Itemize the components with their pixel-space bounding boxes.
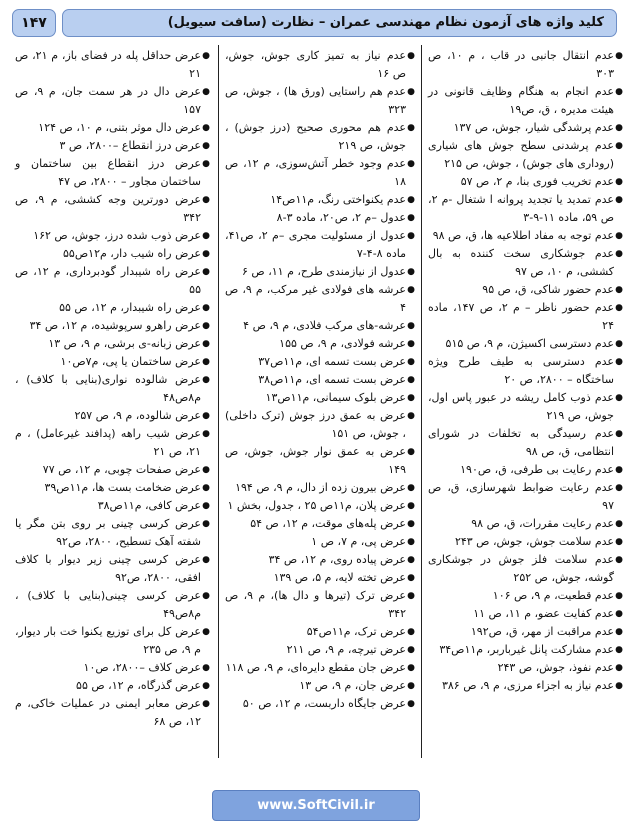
glossary-entry — [428, 533, 623, 551]
entry-text: عرض جان مقطع دایره‌ای، م ۹، ص ۱۱۸ — [225, 661, 406, 674]
bullet-icon: ● — [615, 645, 623, 655]
bullet-icon: ● — [407, 231, 415, 241]
bullet-icon: ● — [407, 267, 415, 277]
glossary-entry — [15, 353, 210, 371]
entry-text: عرض راهرو سرپوشیده، م ۱۲، ص ۳۴ — [29, 319, 201, 332]
bullet-icon: ● — [202, 87, 210, 97]
entry-text: عرض کرسی چینی زیر دیوار با کلاف افقی، ۲۸۰۰، ص۹۲ — [15, 553, 201, 584]
entry-text: عدول از مسئولیت مجری –م ۲، ص۴۱، ماده ۸-۴-۷ — [225, 229, 406, 260]
glossary-entry — [428, 551, 623, 587]
entry-text: عدم پرشدگی شیار، جوش، ص ۱۳۷ — [453, 121, 614, 134]
bullet-icon: ● — [615, 393, 623, 403]
bullet-icon: ● — [615, 555, 623, 565]
entry-text: عدول از نیازمندی طرح، م ۱۱، ص ۶ — [241, 265, 406, 278]
website-footer[interactable]: www.SoftCivil.ir — [212, 790, 420, 821]
entry-text: عدم حضور ناظر – م ۲، ص ۱۴۷، ماده ۲۴ — [428, 301, 615, 332]
glossary-entry — [428, 83, 623, 119]
glossary-entry — [225, 263, 415, 281]
glossary-entry — [225, 641, 415, 659]
glossary-entry — [428, 281, 623, 299]
glossary-entry — [225, 407, 415, 443]
bullet-icon: ● — [407, 123, 415, 133]
bullet-icon: ● — [202, 339, 210, 349]
glossary-entry — [225, 551, 415, 569]
bullet-icon: ● — [615, 627, 623, 637]
bullet-icon: ● — [407, 519, 415, 529]
bullet-icon: ● — [407, 555, 415, 565]
glossary-entry — [225, 83, 415, 119]
bullet-icon: ● — [615, 285, 623, 295]
entry-text: عدم کفایت عضو، م ۱۱، ص ۱۱ — [473, 607, 614, 620]
entry-text: عرض راه شیبدار، م ۱۲، ص ۵۵ — [59, 301, 201, 314]
entry-text: عرض ترک، م۱۱ص۵۴ — [306, 625, 406, 638]
glossary-entry — [15, 317, 210, 335]
bullet-icon: ● — [407, 663, 415, 673]
entry-text: عرض بست تسمه ای، م۱۱ص۳۸ — [258, 373, 406, 386]
entry-text: عدم تمدید یا تجدید پروانه ا شتغال -م ۲، ص ۵۹، ماده ۱۱-۹-۳ — [428, 193, 614, 224]
glossary-entry — [15, 245, 210, 263]
bullet-icon: ● — [615, 429, 623, 439]
entry-text: عرض دال موثر بتنی، م ۱۰، ص ۱۲۴ — [38, 121, 201, 134]
glossary-entry — [15, 227, 210, 245]
glossary-entry — [225, 497, 415, 515]
entry-text: عرض معابر ایمنی در عملیات خاکی، م ۱۲، ص ۶۸ — [15, 697, 201, 728]
entry-text: عرض به عمق نوار جوش، جوش، ص ۱۴۹ — [225, 445, 406, 476]
glossary-entry — [15, 695, 210, 731]
bullet-icon: ● — [202, 375, 210, 385]
glossary-entry — [225, 209, 415, 227]
bullet-icon: ● — [615, 609, 623, 619]
entry-text: عرض راه شیب دار، م۱۲ص۵۵ — [63, 247, 201, 260]
bullet-icon: ● — [615, 231, 623, 241]
glossary-entry — [428, 389, 623, 425]
entry-text: عدم مراقبت از مهر، ق، ص۱۹۲ — [470, 625, 614, 638]
entry-text: عرض پی، م ۷، ص ۱ — [311, 535, 406, 548]
entry-text: عدم انتقال جانبی در قاب ، م ۱۰، ص ۳۰۳ — [428, 49, 614, 80]
entry-text: عرض درز انقطاع –۲۸۰۰، ص ۳ — [59, 139, 201, 152]
bullet-icon: ● — [615, 663, 623, 673]
glossary-entry — [15, 83, 210, 119]
bullet-icon: ● — [615, 591, 623, 601]
entry-text: عدم انجام به هنگام وظایف قانونی در هیئت مدیره ، ق، ص۱۹ — [428, 85, 614, 116]
entry-text: عرشه های فولادی غیر مرکب، م ۹، ص ۴ — [225, 283, 406, 314]
entry-text: عدم یکنواختی رنگ، م۱۱ص۱۴ — [270, 193, 406, 206]
bullet-icon: ● — [202, 195, 210, 205]
bullet-icon: ● — [407, 357, 415, 367]
entry-text: عدم مشارکت پانل غیرباربر، م۱۱ص۳۴ — [439, 643, 614, 656]
bullet-icon: ● — [615, 87, 623, 97]
entry-text: عرض شالوده، م ۹، ص ۲۵۷ — [74, 409, 201, 422]
glossary-entry — [225, 353, 415, 371]
bullet-icon: ● — [615, 51, 623, 61]
entry-text: عدم پرشدنی سطح جوش های شیاری (روداری های جوش) ، جوش، ص ۲۱۵ — [428, 139, 614, 170]
bullet-icon: ● — [407, 537, 415, 547]
glossary-entry — [225, 677, 415, 695]
glossary-entry — [15, 407, 210, 425]
glossary-entry — [428, 47, 623, 83]
bullet-icon: ● — [202, 141, 210, 151]
column-right — [428, 47, 623, 695]
bullet-icon: ● — [615, 303, 623, 313]
entry-text: عرض درز انقطاع بین ساختمان و ساختمان مجاور – ۲۸۰۰، ص ۴۷ — [15, 157, 201, 188]
glossary-entry — [15, 497, 210, 515]
bullet-icon: ● — [202, 429, 210, 439]
bullet-icon: ● — [407, 285, 415, 295]
glossary-entry — [225, 389, 415, 407]
glossary-entry — [15, 155, 210, 191]
entry-text: عدم توجه به مفاد اطلاعیه ها، ق، ص ۹۸ — [432, 229, 614, 242]
glossary-entry — [225, 119, 415, 155]
glossary-entry — [15, 47, 210, 83]
glossary-entry — [428, 245, 623, 281]
glossary-entry — [15, 425, 210, 461]
entry-text: عدم رعایت ضوابط شهرسازی، ق، ص ۹۷ — [428, 481, 614, 512]
entry-text: عرض کرسی چینی بر روی بتن مگر یا شفته آهک تسطیح، ۲۸۰۰، ص۹۲ — [15, 517, 201, 548]
entry-text: عرض کافی، م۱۱ص۳۸ — [97, 499, 201, 512]
entry-text: عدم تخریب فوری بنا، م ۲، ص ۵۷ — [460, 175, 614, 188]
glossary-entry — [15, 263, 210, 299]
bullet-icon: ● — [407, 375, 415, 385]
bullet-icon: ● — [407, 195, 415, 205]
bullet-icon: ● — [615, 465, 623, 475]
entry-text: عرض بلوک سیمانی، م۱۱ص۱۳ — [265, 391, 406, 404]
entry-text: عرض به عمق درز جوش (ترک داخلی) ، جوش، ص ۱۵۱ — [225, 409, 406, 440]
glossary-entry — [428, 479, 623, 515]
bullet-icon: ● — [202, 249, 210, 259]
bullet-icon: ● — [615, 537, 623, 547]
glossary-entry — [225, 155, 415, 191]
bullet-icon: ● — [615, 123, 623, 133]
entry-text: عدم سلامت فلز جوش در جوشکاری گوشه، جوش، ص ۲۵۲ — [428, 553, 614, 584]
entry-text: عرض شالوده نواری(بنایی با کلاف) ، م۸ص۴۸ — [15, 373, 201, 404]
bullet-icon: ● — [202, 519, 210, 529]
bullet-icon: ● — [202, 501, 210, 511]
glossary-entry — [225, 335, 415, 353]
entry-text: عرشه-های مرکب فلادی، م ۹، ص ۴ — [243, 319, 406, 332]
entry-text: عرض کلاف –۲۸۰۰، ص۱۰ — [83, 661, 201, 674]
bullet-icon: ● — [407, 159, 415, 169]
entry-text: عرض تخته لایه، م ۵، ص ۱۳۹ — [273, 571, 406, 584]
glossary-entry — [225, 479, 415, 497]
glossary-entry — [15, 677, 210, 695]
entry-text: عرشه فولادی، م ۹، ص ۱۵۵ — [279, 337, 406, 350]
column-left — [15, 47, 210, 731]
bullet-icon: ● — [202, 159, 210, 169]
entry-text: عرض ترک (تیرها و دال ها)، م ۹، ص ۳۴۲ — [225, 589, 406, 620]
bullet-icon: ● — [202, 627, 210, 637]
glossary-entry — [428, 137, 623, 173]
bullet-icon: ● — [407, 321, 415, 331]
glossary-entry — [15, 623, 210, 659]
glossary-entry — [428, 353, 623, 389]
bullet-icon: ● — [202, 231, 210, 241]
bullet-icon: ● — [407, 483, 415, 493]
entry-text: عرض راه شیبدار گودبرداری، م ۱۲، ص ۵۵ — [15, 265, 201, 296]
glossary-entry — [15, 371, 210, 407]
bullet-icon: ● — [407, 591, 415, 601]
glossary-entry — [15, 551, 210, 587]
bullet-icon: ● — [407, 699, 415, 709]
glossary-entry — [15, 335, 210, 353]
bullet-icon: ● — [202, 321, 210, 331]
glossary-entry — [225, 515, 415, 533]
glossary-entry — [428, 335, 623, 353]
glossary-entry — [225, 587, 415, 623]
glossary-entry — [225, 47, 415, 83]
bullet-icon: ● — [202, 267, 210, 277]
entry-text: عدم رعایت بی طرفی، ق، ص۱۹۰ — [460, 463, 614, 476]
entry-text: عرض زبانه-ی برشی، م ۹، ص ۱۳ — [48, 337, 201, 350]
header-banner — [62, 9, 617, 37]
column-divider — [421, 45, 422, 758]
glossary-entry — [428, 605, 623, 623]
glossary-entry — [428, 659, 623, 677]
glossary-entry — [15, 659, 210, 677]
glossary-entry — [225, 281, 415, 317]
glossary-entry — [428, 425, 623, 461]
entry-text: عرض بست تسمه ای، م۱۱ص۳۷ — [258, 355, 406, 368]
glossary-entry — [15, 587, 210, 623]
bullet-icon: ● — [615, 483, 623, 493]
entry-text: عرض صفحات چوبی، م ۱۲، ص ۷۷ — [42, 463, 201, 476]
bullet-icon: ● — [615, 249, 623, 259]
glossary-entry — [428, 461, 623, 479]
entry-text: عدم دسترسی اکسیژن، م ۹، ص ۵۱۵ — [445, 337, 614, 350]
entry-text: عدم حضور شاکی، ق، ص ۹۵ — [482, 283, 614, 296]
entry-text: عرض کرسی چینی(بنایی با کلاف) ، م۸ص۴۹ — [15, 589, 201, 620]
bullet-icon: ● — [615, 141, 623, 151]
glossary-entry — [428, 173, 623, 191]
entry-text: عدم هم راستایی (ورق ها) ، جوش، ص ۳۲۳ — [225, 85, 406, 116]
bullet-icon: ● — [202, 357, 210, 367]
glossary-entry — [15, 299, 210, 317]
entry-text: عرض جایگاه داربست، م ۱۲، ص ۵۰ — [242, 697, 406, 710]
glossary-entry — [225, 623, 415, 641]
bullet-icon: ● — [615, 339, 623, 349]
bullet-icon: ● — [407, 501, 415, 511]
bullet-icon: ● — [202, 555, 210, 565]
bullet-icon: ● — [407, 393, 415, 403]
entry-text: عرض گذرگاه، م ۱۲، ص ۵۵ — [76, 679, 201, 692]
entry-text: عدم رسیدگی به تخلفات در شورای انتظامی، ق، ص ۹۸ — [428, 427, 614, 458]
bullet-icon: ● — [202, 591, 210, 601]
entry-text: عدم هم محوری صحیح (درز جوش) ، جوش، ص ۲۱۹ — [225, 121, 406, 152]
bullet-icon: ● — [407, 681, 415, 691]
bullet-icon: ● — [615, 195, 623, 205]
entry-text: عرض حداقل پله در فضای باز، م ۲۱، ص ۲۱ — [15, 49, 201, 80]
glossary-entry — [225, 317, 415, 335]
glossary-entry — [428, 191, 623, 227]
bullet-icon: ● — [202, 411, 210, 421]
glossary-entry — [15, 479, 210, 497]
bullet-icon: ● — [202, 465, 210, 475]
entry-text: عرض پلان، م۱۱ص ۲۵ ، جدول، بخش ۱ — [227, 499, 406, 512]
bullet-icon: ● — [615, 681, 623, 691]
page-number: ۱۴۷ — [12, 9, 56, 37]
glossary-entry — [15, 191, 210, 227]
glossary-entry — [225, 659, 415, 677]
entry-text: عدم نفوذ، جوش، ص ۲۴۳ — [497, 661, 614, 674]
bullet-icon: ● — [407, 87, 415, 97]
bullet-icon: ● — [407, 213, 415, 223]
glossary-entry — [15, 119, 210, 137]
bullet-icon: ● — [615, 357, 623, 367]
glossary-entry — [225, 533, 415, 551]
entry-text: عرض جان، م ۹، ص ۱۳ — [299, 679, 406, 692]
glossary-entry — [428, 623, 623, 641]
entry-text: عرض ضخامت بست ها، م۱۱ص۳۹ — [44, 481, 201, 494]
bullet-icon: ● — [407, 627, 415, 637]
bullet-icon: ● — [202, 303, 210, 313]
entry-text: عرض دورترین وجه کششی، م ۹، ص ۳۴۲ — [15, 193, 201, 224]
glossary-entry — [15, 515, 210, 551]
entry-text: عرض بیرون زده از دال، م ۹، ص ۱۹۴ — [235, 481, 406, 494]
page-title: کلید واژه های آزمون نظام مهندسی عمران – نظارت (سافت سیویل) — [167, 15, 604, 30]
entry-text: عرض کل برای توزیع یکنوا خت بار دیوار، م ۹، ص ۲۳۵ — [15, 625, 201, 656]
glossary-entry — [428, 119, 623, 137]
bullet-icon: ● — [202, 663, 210, 673]
glossary-entry — [225, 695, 415, 713]
glossary-entry — [428, 587, 623, 605]
glossary-entry — [428, 227, 623, 245]
entry-text: عرض ذوب شده درز، جوش، ص ۱۶۲ — [33, 229, 201, 242]
entry-text: عدم ذوب کامل ریشه در عبور پاس اول، جوش، ص ۲۱۹ — [428, 391, 614, 422]
bullet-icon: ● — [407, 447, 415, 457]
bullet-icon: ● — [202, 123, 210, 133]
glossary-entry — [15, 137, 210, 155]
column-divider — [218, 45, 219, 758]
glossary-entry — [225, 227, 415, 263]
glossary-entry — [15, 461, 210, 479]
entry-text: عدم رعایت مقررات، ق، ص ۹۸ — [471, 517, 614, 530]
bullet-icon: ● — [407, 645, 415, 655]
bullet-icon: ● — [202, 483, 210, 493]
bullet-icon: ● — [615, 177, 623, 187]
glossary-entry — [225, 191, 415, 209]
glossary-entry — [225, 443, 415, 479]
entry-text: عرض تیرچه، م ۹، ص ۲۱۱ — [286, 643, 406, 656]
bullet-icon: ● — [615, 519, 623, 529]
bullet-icon: ● — [202, 51, 210, 61]
entry-text: عرض پله‌های موقت، م ۱۲، ص ۵۴ — [250, 517, 406, 530]
entry-text: عرض شیب راهه (پدافند غیرعامل) ، م ۲۱، ص ۲۱ — [15, 427, 201, 458]
entry-text: عدم جوشکاری سخت کننده به بال کششی، م ۱۰، ص ۹۷ — [428, 247, 614, 278]
bullet-icon: ● — [202, 681, 210, 691]
glossary-entry — [428, 515, 623, 533]
bullet-icon: ● — [407, 339, 415, 349]
glossary-entry — [225, 371, 415, 389]
entry-text: عدم وجود خطر آتش‌سوزی، م ۱۲، ص ۱۸ — [225, 157, 406, 188]
entry-text: عدم نیاز به تمیز کاری جوش، جوش، ص ۱۶ — [225, 49, 406, 80]
entry-text: عرض ساختمان یا پی، م۷ص۱۰ — [60, 355, 201, 368]
glossary-entry — [225, 569, 415, 587]
glossary-entry — [428, 299, 623, 335]
bullet-icon: ● — [202, 699, 210, 709]
entry-text: عرض پیاده روی، م ۱۲، ص ۳۴ — [268, 553, 406, 566]
entry-text: عدول –م ۲، ص۲۰، ماده ۳-۸ — [276, 211, 406, 224]
entry-text: عدم قطعیت، م ۹، ص ۱۰۶ — [492, 589, 614, 602]
entry-text: عدم دسترسی به طیف طرح ویژه ساختگاه – ۲۸۰۰، ص ۲۰ — [428, 355, 614, 386]
entry-text: عدم نیاز به اجزاء مرزی، م ۹، ص ۳۸۶ — [441, 679, 614, 692]
entry-text: عدم سلامت جوش، جوش، ص ۲۴۳ — [454, 535, 614, 548]
column-middle — [225, 47, 415, 713]
glossary-entry — [428, 677, 623, 695]
bullet-icon: ● — [407, 411, 415, 421]
entry-text: عرض دال در هر سمت جان، م ۹، ص ۱۵۷ — [15, 85, 201, 116]
glossary-entry — [428, 641, 623, 659]
bullet-icon: ● — [407, 51, 415, 61]
bullet-icon: ● — [407, 573, 415, 583]
